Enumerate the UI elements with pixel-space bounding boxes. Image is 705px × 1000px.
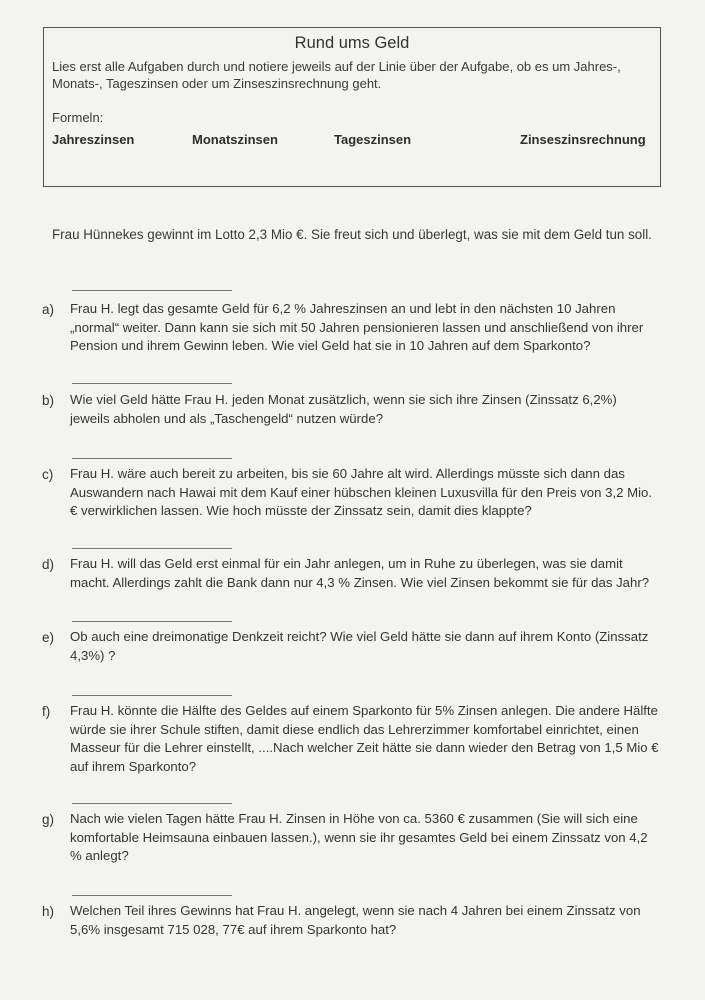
instruction-text: Lies erst alle Aufgaben durch und notiere jeweils auf der Linie über der Aufgabe, ob es um Jahres-, Monats-, Tageszinsen oder um Zinseszinsrechnung geht. — [52, 59, 621, 91]
formula-zinseszinsrechnung: Zinseszinsrechnung — [520, 132, 646, 147]
task-letter: a) — [42, 302, 55, 317]
answer-line[interactable] — [72, 895, 232, 896]
task-text: Frau H. legt das gesamte Geld für 6,2 % Jahreszinsen an und lebt in den nächsten 10 Jahren „normal“ weiter. Dann kann sie sich mit 50 Jahren pensionieren lassen und anschließend von ihrer Pension und ihrem Gewinn leben. Wie viel Geld hat sie in 10 Jahren auf dem Sparkonto? — [70, 301, 644, 353]
header-box — [43, 27, 661, 187]
answer-line[interactable] — [72, 290, 232, 291]
task-text: Frau H. wäre auch bereit zu arbeiten, bis sie 60 Jahre alt wird. Allerdings müsste sich dann das Auswandern nach Hawai mit dem Kauf einer hübschen kleinen Luxusvilla für den Preis von 3,2 Mio. € verwirklichen lassen. Wie hoch müsste der Zinssatz sein, damit dies klappte? — [70, 466, 653, 518]
task-letter: g) — [42, 812, 55, 827]
task-letter: c) — [42, 467, 54, 482]
task-letter: h) — [42, 904, 55, 919]
task-letter: f) — [42, 704, 51, 719]
task-text: Frau H. will das Geld erst einmal für ein Jahr anlegen, um in Ruhe zu überlegen, was sie damit macht. Allerdings zahlt die Bank dann nur 4,3 % Zinsen. Wie viel Zinsen bekommt sie für das Jahr? — [70, 556, 650, 590]
task-letter: e) — [42, 630, 55, 645]
answer-line[interactable] — [72, 803, 232, 804]
formula-monatszinsen: Monatszinsen — [192, 132, 278, 147]
task-text: Frau H. könnte die Hälfte des Geldes auf einem Sparkonto für 5% Zinsen anlegen. Die andere Hälfte würde sie ihrer Schule stiften, damit diese endlich das Lehrerzimmer komfortabel einrichtet, einen Masseur für die Lehrer einstellt, ....Nach welcher Zeit hätte sie dann wieder den Betrag von 1,5 Mio € auf ihrem Sparkonto? — [70, 703, 659, 774]
task-letter: d) — [42, 557, 55, 572]
task-text: Nach wie vielen Tagen hätte Frau H. Zinsen in Höhe von ca. 5360 € zusammen (Sie will sich eine komfortable Heimsauna einbauen lassen.), wenn sie ihr gesamtes Geld bei einem Zinssatz von 4,2 % anlegt? — [70, 811, 648, 863]
formula-tageszinsen: Tageszinsen — [334, 132, 412, 147]
formeln-label: Formeln: — [52, 110, 104, 125]
answer-line[interactable] — [72, 695, 232, 696]
worksheet-title: Rund ums Geld — [294, 34, 410, 52]
intro-text: Frau Hünnekes gewinnt im Lotto 2,3 Mio €. Sie freut sich und überlegt, was sie mit dem Geld tun soll. — [52, 227, 652, 242]
task-text: Wie viel Geld hätte Frau H. jeden Monat zusätzlich, wenn sie sich ihre Zinsen (Zinssatz 6,2%) jeweils abholen und als „Taschengeld“ nutzen würde? — [70, 392, 617, 426]
task-text: Ob auch eine dreimonatige Denkzeit reicht? Wie viel Geld hätte sie dann auf ihrem Konto (Zinssatz 4,3%) ? — [70, 629, 649, 663]
answer-line[interactable] — [72, 621, 232, 622]
answer-line[interactable] — [72, 548, 232, 549]
task-text: Welchen Teil ihres Gewinns hat Frau H. angelegt, wenn sie nach 4 Jahren bei einem Zinssatz von 5,6% insgesamt 715 028, 77€ auf ihrem Sparkonto hat? — [70, 903, 641, 937]
answer-line[interactable] — [72, 383, 232, 384]
task-letter: b) — [42, 393, 55, 408]
answer-line[interactable] — [72, 458, 232, 459]
formula-jahreszinsen: Jahreszinsen — [52, 132, 135, 147]
